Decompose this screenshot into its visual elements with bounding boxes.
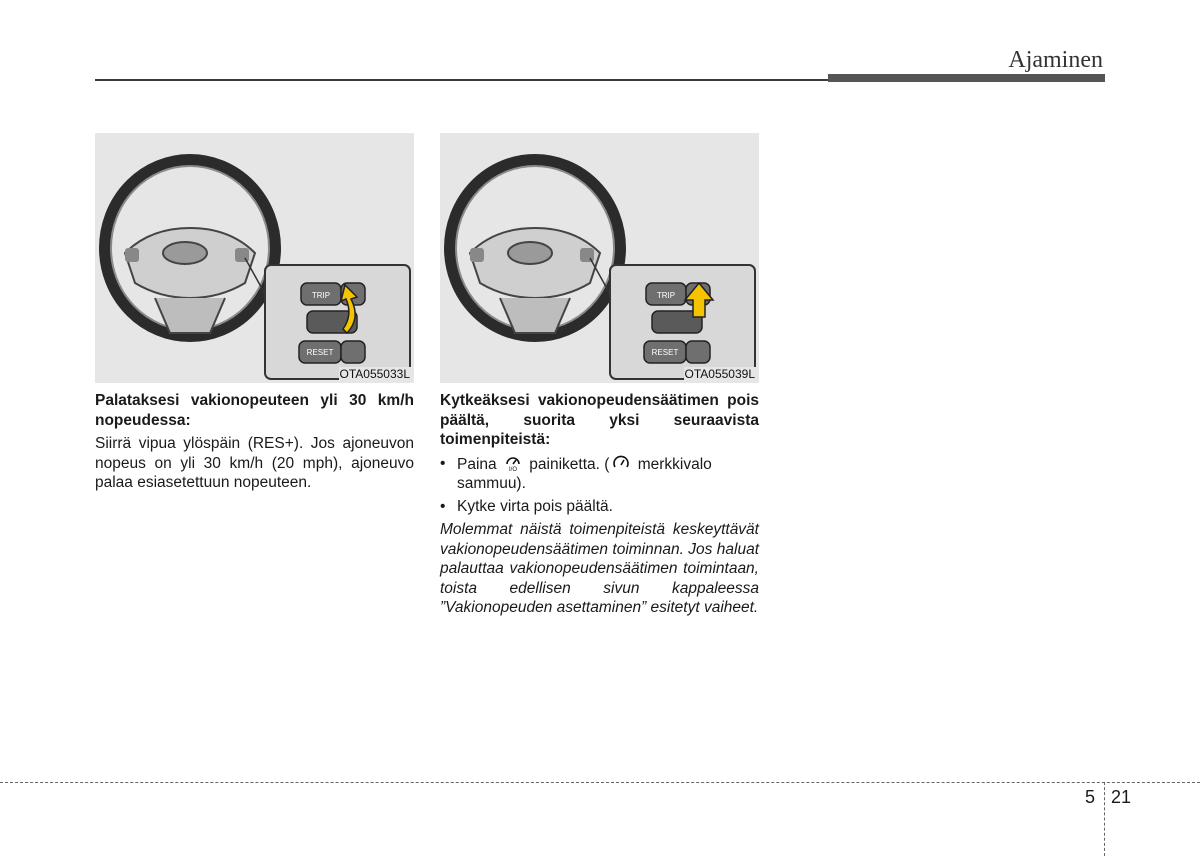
- bullet-item: • Kytke virta pois päältä.: [440, 497, 613, 515]
- footer-rule: [0, 782, 1200, 783]
- cruise-indicator-icon: [611, 454, 631, 472]
- footer-divider: [1104, 782, 1105, 856]
- header-rule-accent: [828, 74, 1105, 82]
- figure-code: OTA055039L: [684, 367, 755, 381]
- cancel-heading: Kytkeäksesi vakionopeudensäätimen pois päältä, suorita yksi seuraavista toimenpiteistä:: [440, 392, 759, 448]
- reset-button-label: RESET: [306, 348, 334, 357]
- cruise-control-button-icon: [503, 454, 523, 472]
- resume-body: Siirrä vipua ylöspäin (RES+). Jos ajoneuvon nopeus on yli 30 km/h (20 mph), ajoneuvo palaa esiasetettuun nopeuteen.: [95, 435, 414, 491]
- svg-text:I/O: I/O: [508, 466, 517, 472]
- cancel-instructions: [440, 391, 759, 618]
- steering-wheel-illustration: [450, 160, 620, 336]
- resume-instructions: [95, 391, 414, 493]
- figure-code: OTA055033L: [339, 367, 410, 381]
- chapter-number: 5: [1085, 787, 1096, 807]
- cancel-note: Molemmat näistä toimenpiteistä keskeyttävät vakionopeudensäätimen toiminnan. Jos haluat palauttaa vakionopeudensäätimen toimintaan, toista edellisen sivun kappaleessa ”Vakionopeuden asettaminen” esitetyt vaiheet.: [440, 521, 759, 616]
- trip-button-label: TRIP: [311, 291, 331, 300]
- reset-button-label: RESET: [651, 348, 679, 357]
- resume-heading: Palataksesi vakionopeuteen yli 30 km/h nopeudessa:: [95, 392, 414, 429]
- switch-closeup: [610, 265, 755, 379]
- section-title: Ajaminen: [1008, 47, 1103, 73]
- steering-wheel-illustration: [105, 160, 275, 336]
- steering-wheel-figure-resume: [95, 133, 414, 383]
- bullet-item: • Paina I/O painiketta. ( merkkivalo sammuu).: [440, 454, 712, 492]
- steering-wheel-figure-cancel: [440, 133, 759, 383]
- trip-button-label: TRIP: [656, 291, 676, 300]
- switch-closeup: [265, 265, 410, 379]
- page-number: 21: [1111, 787, 1132, 807]
